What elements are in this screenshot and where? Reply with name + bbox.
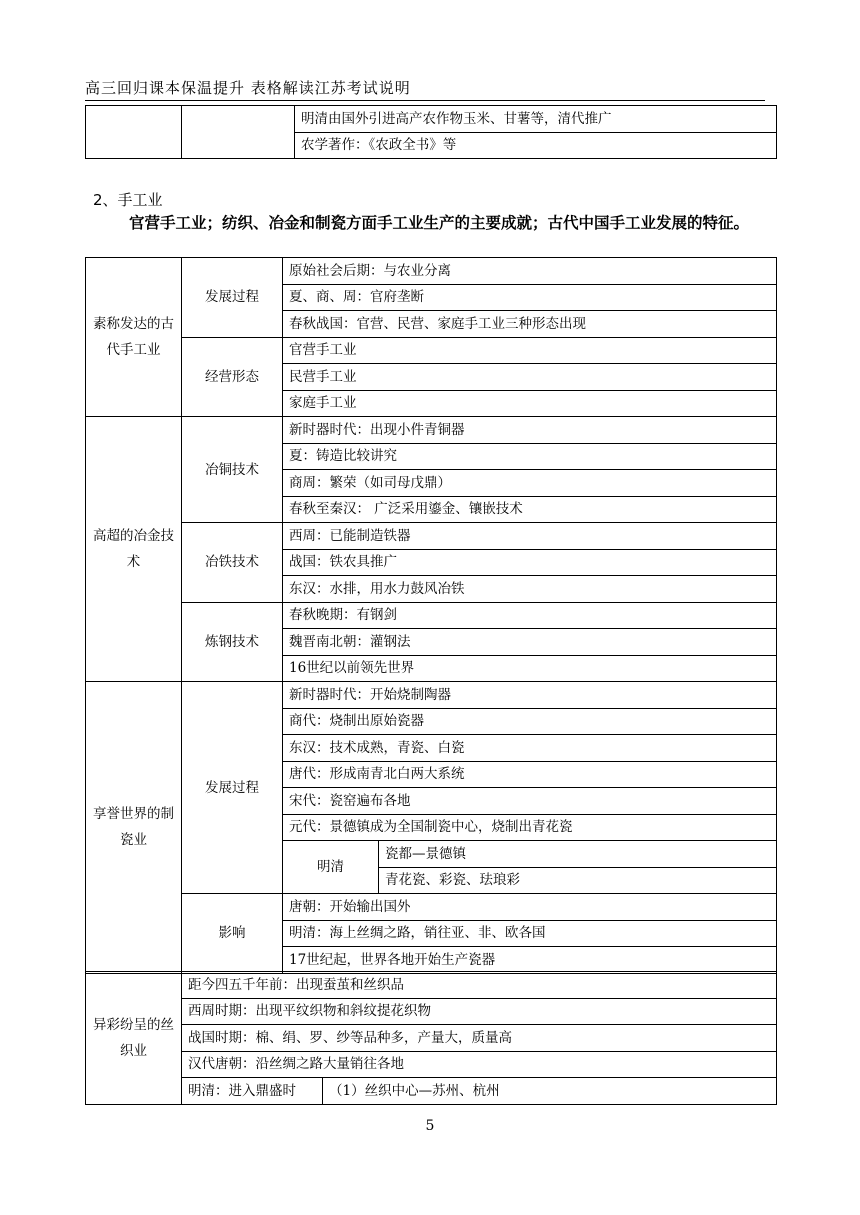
table-cell: 宋代：瓷窑遍布各地 — [283, 788, 777, 815]
table-row — [86, 894, 777, 921]
subgroup-label: 冶铜技术 — [182, 417, 283, 523]
table-cell: 春秋战国：官营、民营、家庭手工业三种形态出现 — [283, 311, 777, 338]
group-label: 享誉世界的制瓷业 — [86, 682, 182, 974]
group-label: 高超的冶金技术 — [86, 417, 182, 682]
table-cell: 唐朝：开始输出国外 — [283, 894, 777, 921]
table-cell: 16世纪以前领先世界 — [283, 655, 777, 682]
table-cell: 春秋至秦汉： 广泛采用鎏金、镶嵌技术 — [283, 496, 777, 523]
table-cell: 西周：已能制造铁器 — [283, 523, 777, 550]
table-row — [86, 523, 777, 550]
table-cell: 东汉：技术成熟，青瓷、白瓷 — [283, 735, 777, 762]
table-cell: （1）丝织中心—苏州、杭州 — [323, 1078, 777, 1105]
table-row — [86, 602, 777, 629]
table-cell: 瓷都—景德镇 — [379, 841, 777, 868]
table-cell: 商代：烧制出原始瓷器 — [283, 708, 777, 735]
group-label: 异彩纷呈的丝织业 — [86, 972, 182, 1105]
table-cell: 汉代唐朝：沿丝绸之路大量销往各地 — [182, 1051, 777, 1078]
handicraft-table — [85, 257, 777, 974]
page-number: 5 — [425, 1118, 435, 1134]
page-header: 高三回归课本保温提升 表格解读江苏考试说明 — [85, 78, 765, 101]
table-cell: 17世纪起，世界各地开始生产瓷器 — [283, 947, 777, 974]
section-title: 2、手工业 — [93, 191, 163, 209]
table-row — [86, 1078, 777, 1105]
table-cell: 商周：繁荣（如司母戊鼎） — [283, 470, 777, 497]
table-row — [86, 106, 777, 133]
subgroup-label: 炼钢技术 — [182, 602, 283, 682]
subgroup-label: 发展过程 — [182, 682, 283, 894]
section-intro: 官营手工业；纺织、冶金和制瓷方面手工业生产的主要成就；古代中国手工业发展的特征。 — [129, 214, 750, 232]
table-cell: 新时器时代：出现小件青铜器 — [283, 417, 777, 444]
table-row — [86, 417, 777, 444]
subgroup-label: 发展过程 — [182, 258, 283, 338]
table-cell: 春秋晚期：有钢剑 — [283, 602, 777, 629]
table-cell: 明清：海上丝绸之路，销往亚、非、欧各国 — [283, 920, 777, 947]
table-cell: 夏、商、周：官府垄断 — [283, 284, 777, 311]
table-cell: 明清由国外引进高产农作物玉米、甘薯等，清代推广 — [295, 106, 777, 133]
table-cell: 战国：铁农具推广 — [283, 549, 777, 576]
table-row — [86, 1025, 777, 1052]
table-row — [86, 1051, 777, 1078]
ming-qing-label: 明清 — [283, 841, 379, 894]
table-cell: 家庭手工业 — [283, 390, 777, 417]
table-cell: 青花瓷、彩瓷、珐琅彩 — [379, 867, 777, 894]
silk-table — [85, 971, 777, 1105]
table-row — [86, 682, 777, 709]
table-cell: 新时器时代：开始烧制陶器 — [283, 682, 777, 709]
table-cell: 唐代：形成南青北白两大系统 — [283, 761, 777, 788]
table-cell: 东汉：水排，用水力鼓风冶铁 — [283, 576, 777, 603]
table-cell: 原始社会后期：与农业分离 — [283, 258, 777, 285]
table-row — [86, 258, 777, 285]
empty-cell — [86, 106, 182, 159]
table-cell: 距今四五千年前：出现蚕茧和丝织品 — [182, 972, 777, 999]
table-row — [86, 998, 777, 1025]
group-label: 素称发达的古代手工业 — [86, 258, 182, 417]
table-cell: 官营手工业 — [283, 337, 777, 364]
table-cell: 明清：进入鼎盛时 — [182, 1078, 323, 1105]
table-cell: 夏：铸造比较讲究 — [283, 443, 777, 470]
table-cell: 西周时期：出现平纹织物和斜纹提花织物 — [182, 998, 777, 1025]
subgroup-label: 冶铁技术 — [182, 523, 283, 603]
empty-cell — [182, 106, 295, 159]
subgroup-label: 经营形态 — [182, 337, 283, 417]
table-cell: 魏晋南北朝：灌钢法 — [283, 629, 777, 656]
continued-table — [85, 105, 777, 159]
table-cell: 元代：景德镇成为全国制瓷中心，烧制出青花瓷 — [283, 814, 777, 841]
table-cell: 战国时期：棉、绢、罗、纱等品种多，产量大，质量高 — [182, 1025, 777, 1052]
subgroup-label: 影响 — [182, 894, 283, 974]
table-cell: 农学著作：《农政全书》等 — [295, 132, 777, 159]
table-row — [86, 337, 777, 364]
table-row — [86, 972, 777, 999]
table-cell: 民营手工业 — [283, 364, 777, 391]
